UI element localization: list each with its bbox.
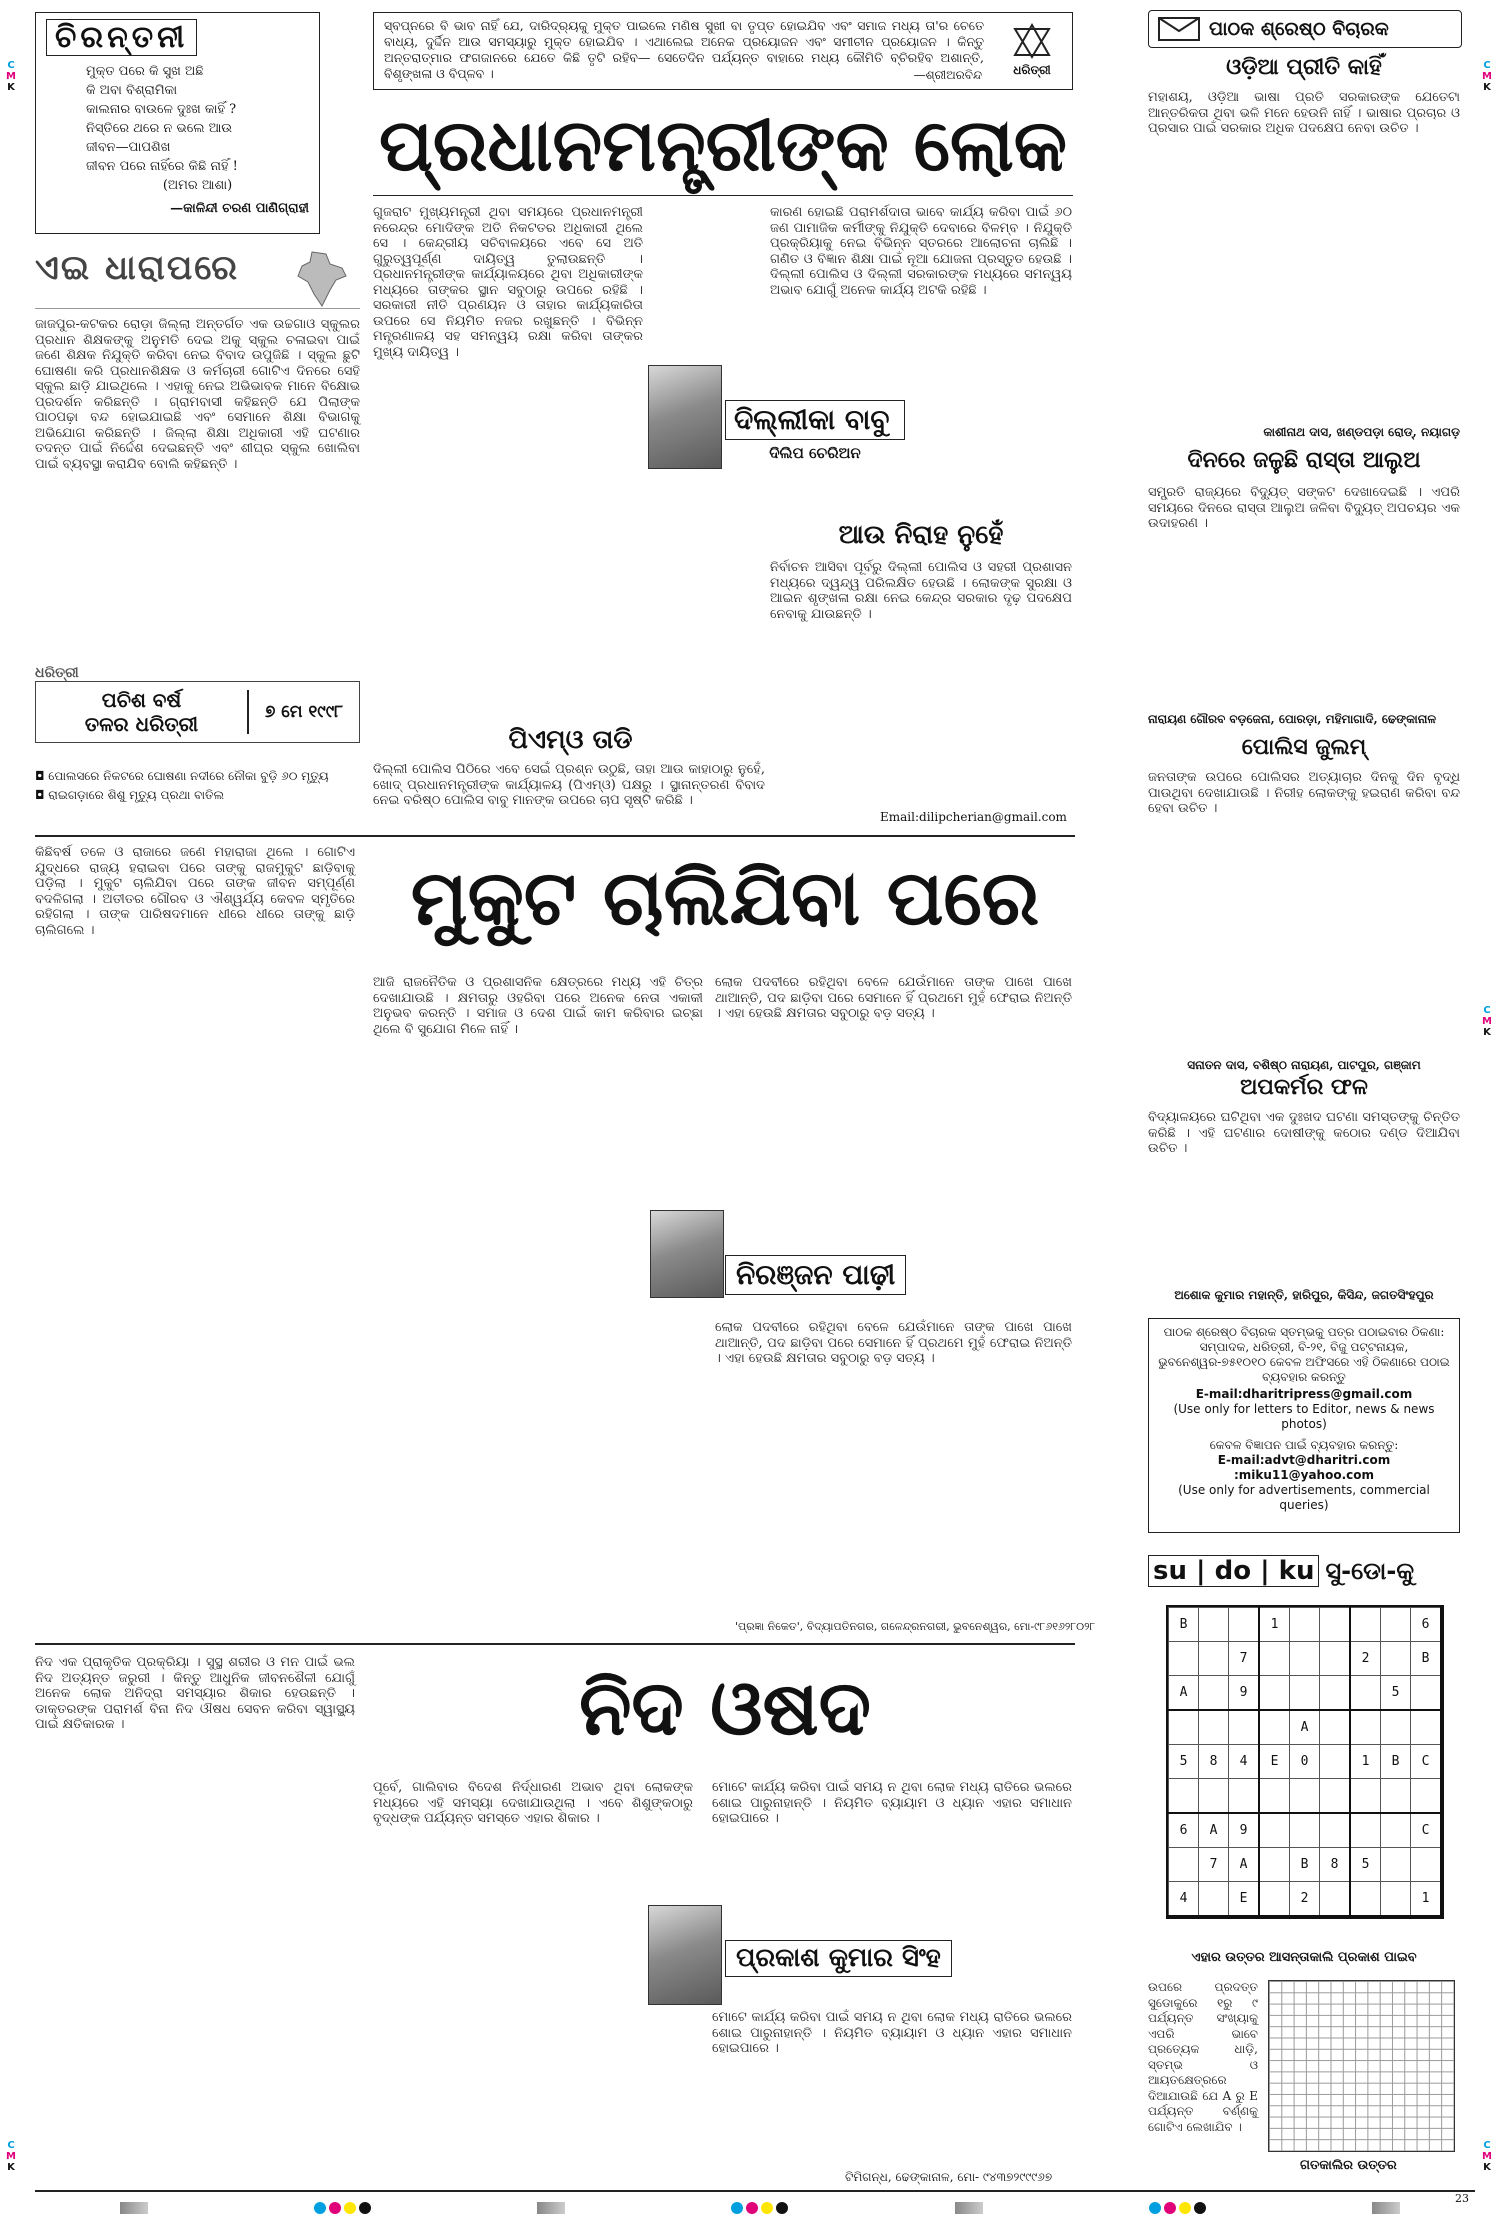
sudoku-title (1148, 1555, 1460, 1587)
sudoku-cell (1169, 1779, 1199, 1814)
letter-author-2: ନାରାୟଣ ଗୌରବ ବଡ଼ଜେନା, ପୋରଡ଼ା, ମହିମାଗାଦି, ଢେଙ୍କାନାଳ (1148, 712, 1437, 726)
sudoku-cell (1320, 1745, 1351, 1779)
pm-byline: ଦିଲିପ ଚେରିଅନ (769, 444, 861, 462)
sudoku-cell: C (1411, 1745, 1442, 1779)
gray-patch (955, 2202, 983, 2214)
letters-header (1148, 10, 1462, 48)
letter-author-1: କାଶୀନାଥ ଦାସ, ଖଣ୍ଡପଡ଼ା ରୋଡ୍, ନୟାଗଡ଼ (1263, 425, 1460, 439)
letters-section-title: ପାଠକ ଶ୍ରେଷ୍ଠ ବିଚାରକ (1209, 18, 1389, 40)
contact-box (1148, 1318, 1460, 1533)
sudoku-cell: 1 (1259, 1608, 1290, 1642)
nida-author: ପ୍ରକାଶ କୁମାର ସିଂହ (725, 1940, 952, 1977)
sudoku-cell (1199, 1882, 1229, 1917)
contact-email-yahoo[interactable]: :miku11@yahoo.com (1233, 1468, 1374, 1482)
sudoku-cell (1381, 1710, 1411, 1745)
contact-email-ads[interactable]: E-mail:advt@dharitri.com (1217, 1453, 1391, 1467)
sudoku-row (1169, 1779, 1442, 1814)
sudoku-cell (1259, 1848, 1290, 1882)
cmyk-dots (1149, 2202, 1206, 2214)
poem-line: କାଲନାର ବାଉଳେ ଦୁଃଖ କାହିଁ ? (86, 102, 237, 117)
letter-title-4: ଅପକର୍ମର ଫଳ (1240, 1075, 1368, 1100)
sudoku-cell (1320, 1608, 1351, 1642)
sudoku-cell (1320, 1779, 1351, 1814)
headline-nida: ନିଦ ଓଷଦ (579, 1663, 871, 1752)
anniversary-subtitle: ତଳର ଧରିତ୍ରୀ (84, 712, 199, 736)
sudoku-cell (1320, 1710, 1351, 1745)
contact-intro: ପାଠକ ଶ୍ରେଷ୍ଠ ବିଚାରକ ସ୍ତମ୍ଭକୁ ପତ୍ର ପଠାଇବାର ଠିକଣା: ସମ୍ପାଦକ, ଧରିତ୍ରୀ, ବି-୨୧, ବିଜୁ ପଟ୍ଟନାୟକ, ଭୁବନେଶ୍ୱର-୭୫୧୦୧୦ କେବଳ ଅଫିସରେ ଏହି ଠିକଣାରେ ପଠାଇ ବ୍ୟବହାର କରନ୍ତୁ (1158, 1325, 1450, 1384)
divider (35, 1643, 1075, 1645)
sudoku-row (1169, 1676, 1442, 1711)
sudoku-cell (1381, 1608, 1411, 1642)
sudoku-answer-grid (1268, 1980, 1455, 2152)
registration-marks-right-top: C M K (1482, 60, 1492, 93)
anniversary-box (35, 665, 360, 765)
sudoku-row (1169, 1710, 1442, 1745)
archive-logo-text: ଏଇ ଧାରାପରେ (35, 248, 240, 288)
sudoku-cell (1350, 1608, 1381, 1642)
sudoku-cell (1259, 1882, 1290, 1917)
sudoku-row (1169, 1745, 1442, 1779)
pm-author-block (725, 400, 905, 462)
sudoku-cell (1290, 1676, 1320, 1711)
poem-line: ଜୀବନ ପରେ ନାହିଁରେ କିଛି ନାହିଁ ! (86, 159, 238, 174)
registration-marks-left-bottom: C M K (6, 2140, 16, 2173)
sudoku-cell: 7 (1229, 1642, 1260, 1676)
sudoku-footer: ଏହାର ଉତ୍ତର ଆସନ୍ତାକାଲି ପ୍ରକାଶ ପାଇବ (1191, 1950, 1417, 1965)
pm-article-col2: କାରଣ ହୋଇଛି ପରାମର୍ଶଦାତା ଭାବେ କାର୍ଯ୍ୟ କରିବା ପାଇଁ ୬୦ ଜଣ ପାମାଜିକ କର୍ମୀଙ୍କୁ ନିଯୁକ୍ତି ଦେବାରେ ବିଳମ୍ବ । ନିଯୁକ୍ତି ପ୍ରକ୍ରିୟାକୁ ନେଇ ବିଭିନ୍ନ ସ୍ତରରେ ଆଲୋଚନା ଚାଲିଛି । ଗଣିତ ଓ ବିଜ୍ଞାନ ଶିକ୍ଷା ପାଇଁ ନୂଆ ଯୋଜନା ପ୍ରସ୍ତୁତ ହେଉଛି । ଦିଲ୍ଲୀ ପୋଲିସ ଓ ଦିଲ୍ଲୀ ସରକାରଙ୍କ ମଧ୍ୟରେ ସମନ୍ୱୟ ଅଭାବ ଯୋଗୁଁ ଅନେକ କାର୍ଯ୍ୟ ଅଟକି ରହିଛି । (770, 205, 1072, 298)
sudoku-row (1169, 1813, 1442, 1848)
sudoku-instructions: ଉପରେ ପ୍ରଦତ୍ତ ସୁଡୋକୁରେ ୧ରୁ ୯ ପର୍ଯ୍ୟନ୍ତ ସଂଖ୍ୟାକୁ ଏପରି ଭାବେ ପ୍ରତ୍ୟେକ ଧାଡ଼ି, ସ୍ତମ୍ଭ ଓ ଆୟତକ୍ଷେତ୍ରରେ ଦିଆଯାଉଛି ଯେ A ରୁ E ପର୍ଯ୍ୟନ୍ତ ବର୍ଣ୍ଣକୁ ଗୋଟିଏ ଲେଖାଯିବ । (1148, 1980, 1258, 2134)
sudoku-cell: 7 (1199, 1848, 1229, 1882)
sudoku-cell: 6 (1411, 1608, 1442, 1642)
sudoku-cell (1199, 1608, 1229, 1642)
sudoku-cell (1199, 1642, 1229, 1676)
sudoku-cell (1381, 1642, 1411, 1676)
letter-title-2: ଦିନରେ ଜଳୁଛି ରାସ୍ତା ଆଲୁଅ (1187, 448, 1421, 473)
sudoku-cell: 5 (1381, 1676, 1411, 1711)
star-emblem-icon (1012, 23, 1052, 59)
contact-ads-intro: କେବଳ ବିଜ୍ଞାପନ ପାଇଁ ବ୍ୟବହାର କରନ୍ତୁ: (1209, 1438, 1399, 1452)
color-bar-strip (120, 2201, 1400, 2215)
sudoku-cell (1350, 1710, 1381, 1745)
pm-section-text-2: ନିର୍ବାଚନ ଆସିବା ପୂର୍ବରୁ ଦିଲ୍ଲୀ ପୋଲିସ ଓ ସହରୀ ପ୍ରଶାସନ ମଧ୍ୟରେ ଦ୍ୱନ୍ଦ୍ୱ ପରିଲକ୍ଷିତ ହେଉଛି । ଲୋକଙ୍କ ସୁରକ୍ଷା ଓ ଆଇନ ଶୃଙ୍ଖଳା ରକ୍ଷା ନେଇ କେନ୍ଦ୍ର ସରକାର ଦୃଢ଼ ପଦକ୍ଷେପ ନେବାକୁ ଯାଉଛନ୍ତି । (770, 560, 1072, 622)
letter-author-3: ସନାତନ ଦାସ, ବଶିଷ୍ଠ ନାରାୟଣ, ପାଟପୁର, ଗଞ୍ଜାମ (1187, 1058, 1421, 1072)
sudoku-answer-label: ଗତକାଲିର ଉତ୍ତର (1300, 2158, 1397, 2173)
poem-title: ଚିରନ୍ତନୀ (46, 19, 197, 56)
sudoku-cell: E (1259, 1745, 1290, 1779)
sudoku-cell (1350, 1813, 1381, 1848)
poem-line: ଜୀବନ—ପାପଶିଖ (86, 140, 171, 155)
sudoku-cell: B (1290, 1848, 1320, 1882)
sudoku-cell (1259, 1710, 1290, 1745)
nida-address: ଟିମିଗନ୍ଧ, ଢେଙ୍କାନାଳ, ମୋ- ୯୪୩୭୨୯୯୯୬୭ (845, 2170, 1053, 2184)
poem-line: ନିସ୍ତିରେ ଥରେ ନ ଭଲେ ଆଉ (86, 121, 233, 136)
sudoku-cell (1229, 1779, 1260, 1814)
gray-patch (537, 2202, 565, 2214)
registration-marks-right-bottom: C M K (1482, 2140, 1492, 2173)
headline-pm: ପ୍ରଧାନମନ୍ତ୍ରୀଙ୍କ ଲୋକ (378, 103, 1068, 187)
nida-article-col3b: ମୋଟେ କାର୍ଯ୍ୟ କରିବା ପାଇଁ ସମୟ ନ ଥିବା ଲୋକ ମଧ୍ୟ ରାତିରେ ଭଲରେ ଶୋଇ ପାରୁନାହାନ୍ତି । ନିୟମିତ ବ୍ୟାୟାମ ଓ ଧ୍ୟାନ ଏହାର ସମାଧାନ ହୋଇପାରେ । (712, 2010, 1072, 2056)
sudoku-cell (1411, 1710, 1442, 1745)
india-map-icon (290, 250, 350, 308)
sudoku-cell (1290, 1813, 1320, 1848)
sudoku-cell (1199, 1710, 1229, 1745)
sudoku-row (1169, 1608, 1442, 1642)
sudoku-cell (1320, 1882, 1351, 1917)
author-photo-prakash (648, 1905, 722, 2005)
sudoku-cell: 6 (1169, 1813, 1199, 1848)
sudoku-cell (1290, 1779, 1320, 1814)
sudoku-cell: 8 (1199, 1745, 1229, 1779)
sudoku-cell: 4 (1229, 1745, 1260, 1779)
archive-box (35, 248, 360, 823)
sudoku-cell: B (1411, 1642, 1442, 1676)
sudoku-cell (1259, 1813, 1290, 1848)
sudoku-cell (1381, 1779, 1411, 1814)
mukut-article-col1: କିଛିବର୍ଷ ତଳେ ଓ ରାଜାରେ ଜଣେ ମହାରାଜା ଥିଲେ । ଗୋଟିଏ ଯୁଦ୍ଧରେ ରାଜ୍ୟ ହରାଇବା ପରେ ତାଙ୍କୁ ରାଜମୁକୁଟ ଛାଡ଼ିବାକୁ ପଡ଼ିଲା । ମୁକୁଟ ଚାଲିଯିବା ପରେ ତାଙ୍କ ଜୀବନ ସମ୍ପୂର୍ଣ୍ଣ ବଦଳିଗଲା । ଅତୀତର ଗୌରବ ଓ ଐଶ୍ୱର୍ଯ୍ୟ କେବଳ ସ୍ମୃତିରେ ରହିଗଲା । ତାଙ୍କ ପାରିଷଦମାନେ ଧୀରେ ଧୀରେ ତାଙ୍କୁ ଛାଡ଼ି ଚାଲିଗଲେ । (35, 845, 355, 938)
quote-attribution: —ଶ୍ରୀଅରବିନ୍ଦ (913, 68, 982, 82)
pm-article-col1: ଗୁଜରାଟ ମୁଖ୍ୟମନ୍ତ୍ରୀ ଥିବା ସମୟରେ ପ୍ରଧାନମନ୍ତ୍ରୀ ନରେନ୍ଦ୍ର ମୋଦିଙ୍କ ଅତି ନିକଟତର ଅଧିକାରୀ ଥିଲେ ସେ । କେନ୍ଦ୍ରୀୟ ସଚିବାଳୟରେ ଏବେ ସେ ଅତି ଗୁରୁତ୍ୱପୂର୍ଣ୍ଣ ଦାୟିତ୍ୱ ତୁଲାଉଛନ୍ତି । ପ୍ରଧାନମନ୍ତ୍ରୀଙ୍କ କାର୍ଯ୍ୟାଳୟରେ ଥିବା ଅଧିକାରୀଙ୍କ ମଧ୍ୟରେ ତାଙ୍କର ସ୍ଥାନ ସବୁଠାରୁ ଉପରେ ରହିଛି । ସରକାରୀ ନୀତି ପ୍ରଣୟନ ଓ ତାହାର କାର୍ଯ୍ୟକାରିତା ଉପରେ ସେ ନିୟମିତ ନଜର ରଖୁଛନ୍ତି । ବିଭିନ୍ନ ମନ୍ତ୍ରଣାଳୟ ସହ ସମନ୍ୱୟ ରକ୍ଷା କରିବା ତାଙ୍କର ମୁଖ୍ୟ ଦାୟିତ୍ୱ । (373, 205, 643, 360)
sudoku-cell: A (1199, 1813, 1229, 1848)
sudoku-cell: E (1229, 1882, 1260, 1917)
letter-title-3: ପୋଲିସ ଜୁଲମ୍ (1241, 735, 1367, 760)
sudoku-cell (1169, 1848, 1199, 1882)
sudoku-title-or: ସୁ-ଡୋ-କୁ (1325, 1557, 1415, 1585)
pm-author: ଦିଲ୍ଲୀକା ବାବୁ (725, 400, 905, 440)
cmyk-dots (731, 2202, 788, 2214)
sudoku-cell (1381, 1848, 1411, 1882)
sudoku-cell: 4 (1169, 1882, 1199, 1917)
headline-mukut: ମୁକୁଟ ଚାଲିଯିବା ପରେ (410, 853, 1040, 942)
dharitri-logo-small (1002, 23, 1062, 81)
sudoku-cell: 9 (1229, 1813, 1260, 1848)
sudoku-cell (1259, 1779, 1290, 1814)
gray-patch (120, 2202, 148, 2214)
sudoku-cell: 9 (1229, 1676, 1260, 1711)
poem-box (35, 12, 320, 234)
contact-email-ads-note: (Use only for advertisements, commercial queries) (1178, 1483, 1430, 1512)
letter-text-4: ବିଦ୍ୟାଳୟରେ ଘଟିଥିବା ଏକ ଦୁଃଖଦ ଘଟଣା ସମସ୍ତଙ୍କୁ ଚିନ୍ତିତ କରିଛି । ଏହି ଘଟଣାର ଦୋଷୀଙ୍କୁ କଠୋର ଦଣ୍ଡ ଦିଆଯିବା ଉଚିତ । (1148, 1110, 1460, 1156)
sudoku-cell: C (1411, 1813, 1442, 1848)
sudoku-cell (1169, 1710, 1199, 1745)
sudoku-cell: B (1381, 1745, 1411, 1779)
poem-line: ମୁକ୍ତ ପରେ କି ସୁଖ ଅଛି (86, 64, 204, 79)
contact-email-editor[interactable]: E-mail:dharitripress@gmail.com (1195, 1387, 1413, 1401)
sudoku-cell (1411, 1676, 1442, 1711)
letter-text-2: ସମ୍ପ୍ରତି ରାଜ୍ୟରେ ବିଦ୍ୟୁତ୍ ସଙ୍କଟ ଦେଖାଦେଇଛି । ଏପରି ସମୟରେ ଦିନରେ ରାସ୍ତା ଆଲୁଅ ଜଳିବା ବିଦ୍ୟୁତ୍ ଅପଚୟର ଏକ ଉଦାହରଣ । (1148, 485, 1460, 531)
sudoku-cell: 1 (1350, 1745, 1381, 1779)
sudoku-row (1169, 1848, 1442, 1882)
cmyk-dots (314, 2202, 371, 2214)
sudoku-cell (1350, 1676, 1381, 1711)
sudoku-cell: 2 (1350, 1642, 1381, 1676)
quote-box (373, 12, 1073, 90)
sudoku-cell: 5 (1169, 1745, 1199, 1779)
archive-item: ◘ ରାଇଗଡ଼ାରେ ଶିଶୁ ମୃତ୍ୟୁ ପ୍ରଥା ବାତିଲ (35, 788, 225, 802)
sudoku-cell (1290, 1642, 1320, 1676)
sudoku-cell: 5 (1350, 1848, 1381, 1882)
archive-logo (35, 248, 360, 309)
mukut-address: 'ପ୍ରଜ୍ଞା ନିକେତ', ବିଦ୍ୟାପତିନଗର, ଗଳେନ୍ଦ୍ରନଗରୀ, ଭୁବନେଶ୍ୱର, ମୋ-୯୮୬୧୬୨୮୦୨୮ (735, 1620, 1096, 1633)
bottom-rule (35, 2190, 1475, 2192)
page-number: 23 (1455, 2192, 1469, 2205)
sudoku-cell: 0 (1290, 1745, 1320, 1779)
sudoku-cell: B (1169, 1608, 1199, 1642)
registration-marks-right-mid: C M K (1482, 1005, 1492, 1038)
sudoku-cell (1259, 1642, 1290, 1676)
sudoku-cell (1199, 1676, 1229, 1711)
sudoku-cell (1290, 1608, 1320, 1642)
poem-lines (46, 62, 309, 195)
sudoku-row (1169, 1642, 1442, 1676)
nida-article-col1: ନିଦ ଏକ ପ୍ରାକୃତିକ ପ୍ରକ୍ରିୟା । ସୁସ୍ଥ ଶରୀର ଓ ମନ ପାଇଁ ଭଲ ନିଦ ଅତ୍ୟନ୍ତ ଜରୁରୀ । କିନ୍ତୁ ଆଧୁନିକ ଜୀବନଶୈଳୀ ଯୋଗୁଁ ଅନେକ ଲୋକ ଅନିଦ୍ରା ସମସ୍ୟାର ଶିକାର ହେଉଛନ୍ତି । ଡାକ୍ତରଙ୍କ ପରାମର୍ଶ ବିନା ନିଦ ଔଷଧ ସେବନ କରିବା ସ୍ୱାସ୍ଥ୍ୟ ପାଇଁ କ୍ଷତିକାରକ । (35, 1655, 355, 1732)
sudoku-cell (1229, 1710, 1260, 1745)
sudoku-cell (1199, 1779, 1229, 1814)
divider (35, 835, 1075, 837)
sudoku-cell: 8 (1320, 1848, 1351, 1882)
sudoku-cell (1259, 1676, 1290, 1711)
registration-marks-left-top: C M K (6, 60, 16, 93)
mukut-article-col2: ଆଜି ରାଜନୈତିକ ଓ ପ୍ରଶାସନିକ କ୍ଷେତ୍ରରେ ମଧ୍ୟ ଏହି ଚିତ୍ର ଦେଖାଯାଉଛି । କ୍ଷମତାରୁ ଓହରିବା ପରେ ଅନେକ ନେତା ଏକାକୀ ଅନୁଭବ କରନ୍ତି । ସମାଜ ଓ ଦେଶ ପାଇଁ କାମ କରିବାର ଇଚ୍ଛା ଥିଲେ ବି ସୁଯୋଗ ମିଳେ ନାହିଁ । (373, 975, 703, 1037)
letter-author-4: ଅଶୋକ କୁମାର ମହାନ୍ତି, ହାରିପୁର, କିସିନ୍ଦ, ଜଗତସିଂହପୁର (1174, 1288, 1434, 1302)
sudoku-cell (1320, 1813, 1351, 1848)
nida-article-col2: ପୂର୍ବେ, ଗାଲିବାର ବିଦେଶ ନିର୍ଦ୍ଧାରଣ ଅଭାବ ଥିବା ଲୋକଙ୍କ ମଧ୍ୟରେ ଏହି ସମସ୍ୟା ଦେଖାଯାଉଥିଲା । ଏବେ ଶିଶୁଙ୍କଠାରୁ ବୃଦ୍ଧଙ୍କ ପର୍ଯ୍ୟନ୍ତ ସମସ୍ତେ ଏହାର ଶିକାର । (373, 1780, 693, 1826)
pm-section-title-1: ପିଏମ୍‌ଓ ତାଡି (508, 725, 633, 755)
quote-text: ସ୍ବପ୍ନରେ ବି ଭାବ ନାହିଁ ଯେ, ଦାରିଦ୍ର୍ୟକୁ ମୁକ୍ତ ପାଇଲେ ମଣିଷ ସୁଖୀ ବା ତୃପ୍ତ ହୋଇଯିବ ଏବଂ ସମାଜ ମଧ୍ୟ ତା'ର ଚେତେ ବାଧ୍ୟ, ଦୁର୍ଦ୍ଦିନ ଆଉ ସମସ୍ୟାରୁ ମୁକ୍ତ ହୋଇଯିବ । ଏଥାଲେଇ ଅନେକ ପ୍ରୟୋଜନ ଏବଂ ସମୀଚୀନ ପ୍ରୟୋଜନ । କିନ୍ତୁ ଅନ୍ତରାତ୍ମାର ଫଗଜାନରେ ଯେତେ କିଛି ତୃଟି ରହିବ— ସେତେଦିନ ପର୍ଯ୍ୟନ୍ତ ବାହାରେ ମଧ୍ୟ କୌମିତି ବ୍ଚିରହିବ ଅଶାନ୍ତି, ବିଶୃଙ୍ଖଳା ଓ ବିପ୍ଳବ । (384, 18, 984, 81)
sudoku-board (1166, 1605, 1444, 1919)
sudoku-cell: A (1290, 1710, 1320, 1745)
masthead-text: ଧରିତ୍ରୀ (1013, 63, 1051, 77)
sudoku-grid (1168, 1607, 1442, 1917)
letter-title-1: ଓଡ଼ିଆ ପ୍ରୀତି କାହିଁ (1226, 55, 1382, 80)
envelope-icon (1157, 15, 1201, 43)
author-photo-dilip (648, 365, 722, 469)
sudoku-cell: 2 (1290, 1882, 1320, 1917)
sudoku-cell (1381, 1813, 1411, 1848)
archive-text: ଜାଜପୁର-କଟକର ରୋଡ଼ା ଜିଲ୍ଲା ଅନ୍ତର୍ଗତ ଏକ ଉଚ୍ଚଗାଓ ସ୍କୁଲର ପ୍ରଧାନ ଶିକ୍ଷକଙ୍କୁ ଅନୁମତି ଦେଇ ଅକୁ ସ୍କୁଲ ଚଳାଇବା ପାଇଁ ଜଣେ ଶିକ୍ଷକ ନିଯୁକ୍ତି କରିବା ନେଇ ବିବାଦ ଉପୁଜିଛି । ସ୍କୁଲ ଛୁଟି ଘୋଷଣା କରି ପ୍ରଧାନଶିକ୍ଷକ ଓ କର୍ମଚାରୀ ଗୋଟିଏ ଦିନରେ ସେହି ସ୍କୁଲ ଛାଡ଼ି ଯାଇଥିଲେ । ଏହାକୁ ନେଇ ଅଭିଭାବକ ମାନେ ବିକ୍ଷୋଭ ପ୍ରଦର୍ଶନ କରିଛନ୍ତି । ଗ୍ରାମବାସୀ କହିଛନ୍ତି ଯେ ପିଲାଙ୍କ ପାଠପଢ଼ା ବନ୍ଦ ହୋଇଯାଇଛି ଏବଂ ସେମାନେ ଶିକ୍ଷା ବିଭାଗକୁ ଅଭିଯୋଗ କରିଛନ୍ତି । ଜିଲ୍ଲା ଶିକ୍ଷା ଅଧିକାରୀ ଏହି ଘଟଣାର ତଦନ୍ତ ପାଇଁ ନିର୍ଦ୍ଦେଶ ଦେଇଛନ୍ତି ଏବଂ ଶୀଘ୍ର ସ୍କୁଲ ଖୋଲିବା ପାଇଁ ବ୍ୟବସ୍ଥା କରାଯିବ ବୋଲି କହିଛନ୍ତି । (35, 317, 360, 472)
nida-article-col3: ମୋଟେ କାର୍ଯ୍ୟ କରିବା ପାଇଁ ସମୟ ନ ଥିବା ଲୋକ ମଧ୍ୟ ରାତିରେ ଭଲରେ ଶୋଇ ପାରୁନାହାନ୍ତି । ନିୟମିତ ବ୍ୟାୟାମ ଓ ଧ୍ୟାନ ଏହାର ସମାଧାନ ହୋଇପାରେ । (712, 1780, 1072, 1826)
anniversary-title: ପଚିଶ ବର୍ଷ (101, 688, 182, 712)
sudoku-cell: 1 (1411, 1882, 1442, 1917)
sudoku-cell: A (1229, 1848, 1260, 1882)
letter-text-3: ଜନତାଙ୍କ ଉପରେ ପୋଲିସର ଅତ୍ୟାଚାର ଦିନକୁ ଦିନ ବୃଦ୍ଧି ପାଉଥିବା ଦେଖାଯାଉଛି । ନିରୀହ ଲୋକଙ୍କୁ ହଇରାଣ କରିବା ବନ୍ଦ ହେବା ଉଚିତ । (1148, 770, 1460, 816)
sudoku-cell (1320, 1642, 1351, 1676)
pm-section-title-2: ଆଉ ନିରାହ ନୁହେଁ (838, 520, 1004, 550)
mukut-author: ନିରଞ୍ଜନ ପାଢ଼ୀ (725, 1255, 906, 1295)
divider (373, 195, 1073, 196)
author-photo-niranjan (650, 1210, 724, 1298)
mukut-article-col3b: ଲୋକ ପଦବୀରେ ରହିଥିବା ବେଳେ ଯେଉଁମାନେ ତାଙ୍କ ପାଖେ ପାଖେ ଥାଆନ୍ତି, ପଦ ଛାଡ଼ିବା ପରେ ସେମାନେ ହିଁ ପ୍ରଥମେ ମୁହଁ ଫେରାଇ ନିଅନ୍ତି । ଏହା ହେଉଛି କ୍ଷମତାର ସବୁଠାରୁ ବଡ଼ ସତ୍ୟ । (715, 1320, 1072, 1366)
poem-line: କି ଅବା ବିଶ୍ରାମିକା (86, 83, 178, 98)
pm-email: Email:dilipcherian@gmail.com (880, 810, 1067, 824)
sudoku-cell (1350, 1779, 1381, 1814)
pm-section-text-1: ଦିଲ୍ଲୀ ପୋଲିସ ପିଠିରେ ଏବେ ସେଇଁ ପ୍ରଶ୍ନ ଉଠୁଛି, ତାହା ଆଉ କାହାଠାରୁ ନୁହେଁ, ଖୋଦ୍‌ ପ୍ରଧାନମନ୍ତ୍ରୀଙ୍କ କାର୍ଯ୍ୟାଳୟ (ପିଏମ୍‌ଓ) ପକ୍ଷରୁ । ସ୍ଥାନାନ୍ତରଣ ବିବାଦ ନେଇ ବରିଷ୍ଠ ପୋଲିସ ବାବୁ ମାନଙ୍କ ଉପରେ ଚାପ ସୃଷ୍ଟି କରିଛି । (373, 762, 765, 808)
dharitri-small-logo: ଧରିତ୍ରୀ (35, 665, 79, 681)
sudoku-cell (1381, 1882, 1411, 1917)
sudoku-cell (1320, 1676, 1351, 1711)
anniversary-date: ୭ ମେ ୧୯୯୮ (264, 702, 344, 722)
sudoku-cell (1350, 1882, 1381, 1917)
sudoku-cell (1411, 1848, 1442, 1882)
letter-text-1: ମହାଶୟ, ଓଡ଼ିଆ ଭାଷା ପ୍ରତି ସରକାରଙ୍କ ଯେତେଟା ଆନ୍ତରିକତା ଥିବା ଭଳି ମନେ ହେଉନି ନାହିଁ । ଭାଷାର ପ୍ରଚାର ଓ ପ୍ରସାର ପାଇଁ ସରକାର ଅଧିକ ପଦକ୍ଷେପ ନେବା ଉଚିତ । (1148, 90, 1460, 136)
poem-line: (ଅମର ଆଶା) (162, 178, 233, 193)
sudoku-cell: A (1169, 1676, 1199, 1711)
sudoku-title-en: su | do | ku (1148, 1555, 1319, 1587)
sudoku-cell (1411, 1779, 1442, 1814)
sudoku-cell (1229, 1608, 1260, 1642)
gray-patch (1372, 2202, 1400, 2214)
archive-item: ◘ ପୋଲସରେ ନିକଟରେ ଘୋଷଣା ନଦୀରେ ନୌକା ବୁଡ଼ି ୬୦ ମୃତ୍ୟୁ (35, 769, 329, 783)
sudoku-cell (1169, 1642, 1199, 1676)
contact-email-editor-note: (Use only for letters to Editor, news & news photos) (1173, 1402, 1435, 1431)
mukut-article-col3: ଲୋକ ପଦବୀରେ ରହିଥିବା ବେଳେ ଯେଉଁମାନେ ତାଙ୍କ ପାଖେ ପାଖେ ଥାଆନ୍ତି, ପଦ ଛାଡ଼ିବା ପରେ ସେମାନେ ହିଁ ପ୍ରଥମେ ମୁହଁ ଫେରାଇ ନିଅନ୍ତି । ଏହା ହେଉଛି କ୍ଷମତାର ସବୁଠାରୁ ବଡ଼ ସତ୍ୟ । (715, 975, 1072, 1021)
poem-author: —କାଳିନ୍ଦୀ ଚରଣ ପାଣିଗ୍ରାହୀ (170, 201, 309, 216)
sudoku-row (1169, 1882, 1442, 1917)
